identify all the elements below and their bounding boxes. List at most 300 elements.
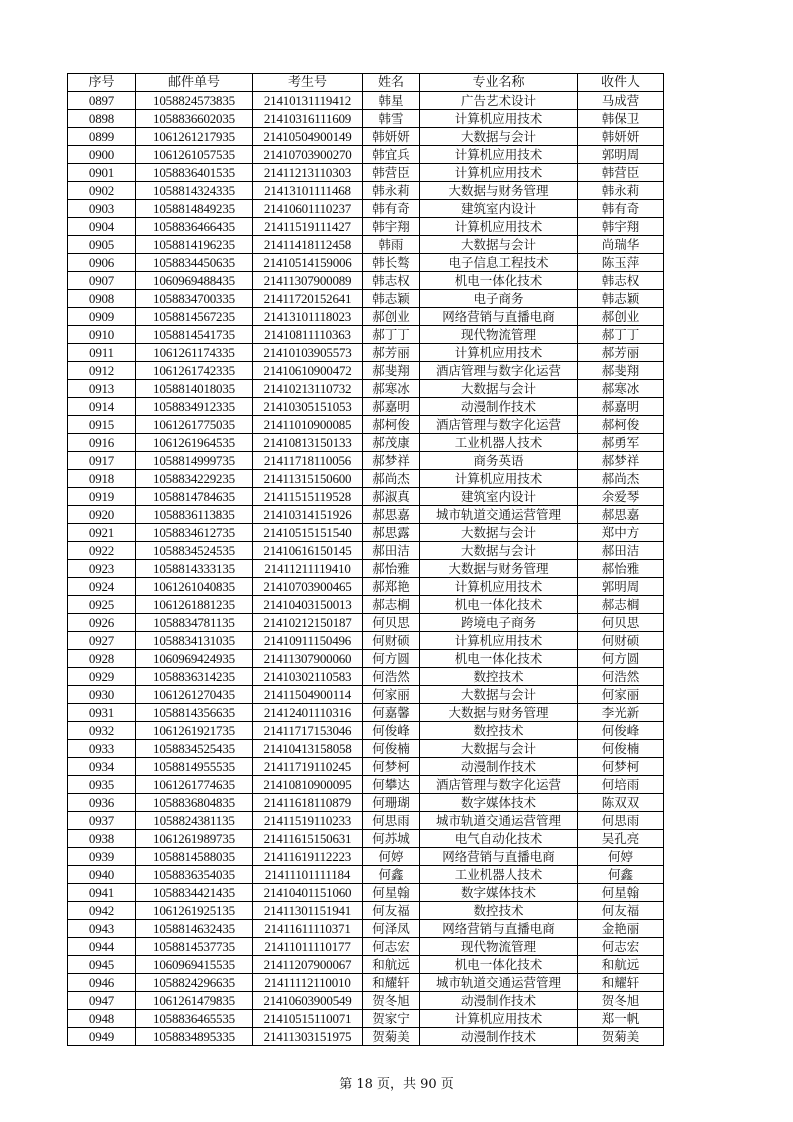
cell-name: 韩雨 — [363, 236, 420, 254]
cell-mail-tracking-no: 1058814541735 — [136, 326, 253, 344]
cell-serial-no: 0942 — [68, 902, 136, 920]
cell-recipient: 郝梦祥 — [578, 452, 664, 470]
cell-name: 何嘉馨 — [363, 704, 420, 722]
cell-serial-no: 0918 — [68, 470, 136, 488]
cell-name: 何攀达 — [363, 776, 420, 794]
cell-mail-tracking-no: 1061261925135 — [136, 902, 253, 920]
cell-recipient: 余爱琴 — [578, 488, 664, 506]
cell-mail-tracking-no: 1061261921735 — [136, 722, 253, 740]
cell-candidate-no: 21410403150013 — [253, 596, 363, 614]
table-row — [68, 326, 664, 344]
cell-candidate-no: 21410413158058 — [253, 740, 363, 758]
table-row — [68, 344, 664, 362]
cell-recipient: 何志宏 — [578, 938, 664, 956]
cell-recipient: 郝志榈 — [578, 596, 664, 614]
cell-name: 韩长骜 — [363, 254, 420, 272]
table-row — [68, 236, 664, 254]
cell-recipient: 韩志权 — [578, 272, 664, 290]
table-row — [68, 848, 664, 866]
cell-mail-tracking-no: 1058814999735 — [136, 452, 253, 470]
cell-serial-no: 0946 — [68, 974, 136, 992]
cell-recipient: 韩营臣 — [578, 164, 664, 182]
cell-serial-no: 0906 — [68, 254, 136, 272]
cell-candidate-no: 21410703900465 — [253, 578, 363, 596]
cell-name: 韩营臣 — [363, 164, 420, 182]
cell-candidate-no: 21410131119412 — [253, 92, 363, 110]
cell-name: 韩星 — [363, 92, 420, 110]
cell-candidate-no: 21410401151060 — [253, 884, 363, 902]
table-row — [68, 1010, 664, 1028]
cell-major: 大数据与会计 — [420, 740, 578, 758]
table-row — [68, 722, 664, 740]
cell-mail-tracking-no: 1058814537735 — [136, 938, 253, 956]
cell-serial-no: 0905 — [68, 236, 136, 254]
cell-mail-tracking-no: 1058836602035 — [136, 110, 253, 128]
table-row — [68, 164, 664, 182]
cell-mail-tracking-no: 1058834895335 — [136, 1028, 253, 1046]
cell-recipient: 李光新 — [578, 704, 664, 722]
cell-recipient: 郝勇军 — [578, 434, 664, 452]
cell-recipient: 和耀轩 — [578, 974, 664, 992]
cell-major: 跨境电子商务 — [420, 614, 578, 632]
cell-recipient: 韩妍妍 — [578, 128, 664, 146]
cell-serial-no: 0917 — [68, 452, 136, 470]
cell-major: 大数据与会计 — [420, 542, 578, 560]
page-number-footer: 第 18 页，共 90 页 — [339, 1077, 454, 1092]
cell-serial-no: 0945 — [68, 956, 136, 974]
cell-candidate-no: 21410212150187 — [253, 614, 363, 632]
cell-candidate-no: 21411011110177 — [253, 938, 363, 956]
cell-recipient: 郝思嘉 — [578, 506, 664, 524]
cell-serial-no: 0947 — [68, 992, 136, 1010]
cell-major: 计算机应用技术 — [420, 470, 578, 488]
table-row — [68, 830, 664, 848]
cell-mail-tracking-no: 1058814333135 — [136, 560, 253, 578]
table-row — [68, 488, 664, 506]
table-row — [68, 812, 664, 830]
cell-major: 机电一体化技术 — [420, 956, 578, 974]
cell-name: 何浩然 — [363, 668, 420, 686]
cell-name: 何鑫 — [363, 866, 420, 884]
header-mail-tracking-no: 邮件单号 — [136, 74, 253, 92]
cell-serial-no: 0930 — [68, 686, 136, 704]
cell-recipient: 何方圆 — [578, 650, 664, 668]
cell-serial-no: 0938 — [68, 830, 136, 848]
cell-name: 何梦柯 — [363, 758, 420, 776]
cell-name: 韩永莉 — [363, 182, 420, 200]
cell-recipient: 何梦柯 — [578, 758, 664, 776]
cell-candidate-no: 21411303151975 — [253, 1028, 363, 1046]
cell-candidate-no: 21411619112223 — [253, 848, 363, 866]
cell-serial-no: 0924 — [68, 578, 136, 596]
cell-major: 计算机应用技术 — [420, 344, 578, 362]
cell-major: 大数据与会计 — [420, 686, 578, 704]
cell-candidate-no: 21410603900549 — [253, 992, 363, 1010]
cell-candidate-no: 21411519111427 — [253, 218, 363, 236]
cell-serial-no: 0911 — [68, 344, 136, 362]
cell-major: 网络营销与直播电商 — [420, 308, 578, 326]
cell-name: 何珊瑚 — [363, 794, 420, 812]
cell-serial-no: 0904 — [68, 218, 136, 236]
cell-name: 韩妍妍 — [363, 128, 420, 146]
table-row — [68, 92, 664, 110]
cell-candidate-no: 21410514159006 — [253, 254, 363, 272]
cell-candidate-no: 21411519110233 — [253, 812, 363, 830]
cell-name: 贺冬旭 — [363, 992, 420, 1010]
cell-recipient: 何浩然 — [578, 668, 664, 686]
cell-candidate-no: 21410213110732 — [253, 380, 363, 398]
cell-mail-tracking-no: 1061261270435 — [136, 686, 253, 704]
cell-mail-tracking-no: 1061261775035 — [136, 416, 253, 434]
cell-mail-tracking-no: 1058824573835 — [136, 92, 253, 110]
cell-mail-tracking-no: 1058836804835 — [136, 794, 253, 812]
table-row — [68, 992, 664, 1010]
cell-major: 大数据与会计 — [420, 380, 578, 398]
cell-candidate-no: 21410616150145 — [253, 542, 363, 560]
cell-candidate-no: 21410811110363 — [253, 326, 363, 344]
cell-candidate-no: 21411010900085 — [253, 416, 363, 434]
table-row — [68, 974, 664, 992]
cell-mail-tracking-no: 1058836465535 — [136, 1010, 253, 1028]
cell-name: 韩宇翔 — [363, 218, 420, 236]
cell-mail-tracking-no: 1058836314235 — [136, 668, 253, 686]
cell-major: 现代物流管理 — [420, 326, 578, 344]
cell-major: 酒店管理与数字化运营 — [420, 416, 578, 434]
cell-recipient: 韩永莉 — [578, 182, 664, 200]
cell-major: 数控技术 — [420, 668, 578, 686]
cell-recipient: 郝芳丽 — [578, 344, 664, 362]
cell-serial-no: 0898 — [68, 110, 136, 128]
cell-candidate-no: 21411315150600 — [253, 470, 363, 488]
cell-major: 计算机应用技术 — [420, 1010, 578, 1028]
cell-name: 贺菊美 — [363, 1028, 420, 1046]
cell-candidate-no: 21410103905573 — [253, 344, 363, 362]
cell-mail-tracking-no: 1058834131035 — [136, 632, 253, 650]
cell-mail-tracking-no: 1061261217935 — [136, 128, 253, 146]
table-row — [68, 956, 664, 974]
cell-serial-no: 0901 — [68, 164, 136, 182]
cell-mail-tracking-no: 1061261057535 — [136, 146, 253, 164]
cell-mail-tracking-no: 1058834524535 — [136, 542, 253, 560]
cell-major: 数字媒体技术 — [420, 884, 578, 902]
cell-serial-no: 0908 — [68, 290, 136, 308]
cell-candidate-no: 21411101111184 — [253, 866, 363, 884]
cell-mail-tracking-no: 1058836401535 — [136, 164, 253, 182]
table-row — [68, 938, 664, 956]
cell-name: 何贝思 — [363, 614, 420, 632]
cell-major: 动漫制作技术 — [420, 1028, 578, 1046]
cell-major: 计算机应用技术 — [420, 578, 578, 596]
cell-candidate-no: 21411301151941 — [253, 902, 363, 920]
cell-recipient: 陈双双 — [578, 794, 664, 812]
cell-name: 郝郑艳 — [363, 578, 420, 596]
cell-name: 郝斐翔 — [363, 362, 420, 380]
cell-name: 郝思嘉 — [363, 506, 420, 524]
cell-major: 大数据与财务管理 — [420, 560, 578, 578]
cell-major: 计算机应用技术 — [420, 632, 578, 650]
table-row — [68, 470, 664, 488]
cell-candidate-no: 21411717153046 — [253, 722, 363, 740]
cell-candidate-no: 21411307900060 — [253, 650, 363, 668]
cell-mail-tracking-no: 1058814632435 — [136, 920, 253, 938]
cell-name: 何苏城 — [363, 830, 420, 848]
table-row — [68, 146, 664, 164]
cell-name: 郝志榈 — [363, 596, 420, 614]
table-row — [68, 650, 664, 668]
cell-candidate-no: 21411618110879 — [253, 794, 363, 812]
cell-recipient: 郑中方 — [578, 524, 664, 542]
cell-major: 电子信息工程技术 — [420, 254, 578, 272]
table-row — [68, 902, 664, 920]
cell-serial-no: 0919 — [68, 488, 136, 506]
cell-recipient: 郝丁丁 — [578, 326, 664, 344]
cell-name: 郝创业 — [363, 308, 420, 326]
cell-mail-tracking-no: 1058814784635 — [136, 488, 253, 506]
header-name: 姓名 — [363, 74, 420, 92]
cell-major: 建筑室内设计 — [420, 200, 578, 218]
table-row — [68, 1028, 664, 1046]
cell-serial-no: 0940 — [68, 866, 136, 884]
cell-recipient: 郝创业 — [578, 308, 664, 326]
cell-candidate-no: 21410610900472 — [253, 362, 363, 380]
cell-recipient: 贺菊美 — [578, 1028, 664, 1046]
cell-serial-no: 0915 — [68, 416, 136, 434]
cell-name: 贺家宁 — [363, 1010, 420, 1028]
cell-serial-no: 0921 — [68, 524, 136, 542]
cell-major: 机电一体化技术 — [420, 272, 578, 290]
cell-name: 郝思露 — [363, 524, 420, 542]
table-row — [68, 884, 664, 902]
table-row — [68, 542, 664, 560]
table-row — [68, 704, 664, 722]
cell-serial-no: 0949 — [68, 1028, 136, 1046]
cell-mail-tracking-no: 1058814324335 — [136, 182, 253, 200]
cell-candidate-no: 21410601110237 — [253, 200, 363, 218]
cell-recipient: 金艳丽 — [578, 920, 664, 938]
cell-name: 何方圆 — [363, 650, 420, 668]
table-row — [68, 632, 664, 650]
cell-major: 大数据与会计 — [420, 524, 578, 542]
cell-candidate-no: 21410302110583 — [253, 668, 363, 686]
cell-major: 动漫制作技术 — [420, 398, 578, 416]
cell-serial-no: 0934 — [68, 758, 136, 776]
cell-name: 郝怡雅 — [363, 560, 420, 578]
cell-major: 网络营销与直播电商 — [420, 848, 578, 866]
cell-name: 何志宏 — [363, 938, 420, 956]
cell-candidate-no: 21410911150496 — [253, 632, 363, 650]
cell-name: 何婷 — [363, 848, 420, 866]
cell-major: 广告艺术设计 — [420, 92, 578, 110]
table-row — [68, 128, 664, 146]
cell-recipient: 郭明周 — [578, 146, 664, 164]
cell-recipient: 郝斐翔 — [578, 362, 664, 380]
cell-serial-no: 0931 — [68, 704, 136, 722]
cell-mail-tracking-no: 1061261774635 — [136, 776, 253, 794]
cell-serial-no: 0910 — [68, 326, 136, 344]
cell-mail-tracking-no: 1058814588035 — [136, 848, 253, 866]
cell-serial-no: 0907 — [68, 272, 136, 290]
cell-candidate-no: 21411718110056 — [253, 452, 363, 470]
cell-candidate-no: 21411720152641 — [253, 290, 363, 308]
cell-major: 机电一体化技术 — [420, 596, 578, 614]
cell-recipient: 何俊峰 — [578, 722, 664, 740]
cell-name: 何财硕 — [363, 632, 420, 650]
cell-name: 郝丁丁 — [363, 326, 420, 344]
cell-name: 韩有奇 — [363, 200, 420, 218]
cell-recipient: 吴孔亮 — [578, 830, 664, 848]
cell-recipient: 和航远 — [578, 956, 664, 974]
cell-recipient: 何家丽 — [578, 686, 664, 704]
cell-mail-tracking-no: 1058834450635 — [136, 254, 253, 272]
cell-major: 网络营销与直播电商 — [420, 920, 578, 938]
cell-serial-no: 0933 — [68, 740, 136, 758]
cell-candidate-no: 21411515119528 — [253, 488, 363, 506]
cell-serial-no: 0922 — [68, 542, 136, 560]
cell-name: 何泽凤 — [363, 920, 420, 938]
cell-serial-no: 0932 — [68, 722, 136, 740]
cell-major: 大数据与会计 — [420, 236, 578, 254]
cell-major: 动漫制作技术 — [420, 758, 578, 776]
cell-major: 机电一体化技术 — [420, 650, 578, 668]
cell-name: 和航远 — [363, 956, 420, 974]
cell-candidate-no: 21411719110245 — [253, 758, 363, 776]
cell-mail-tracking-no: 1058834912335 — [136, 398, 253, 416]
cell-serial-no: 0935 — [68, 776, 136, 794]
mail-tracking-table — [67, 73, 664, 1046]
table-row — [68, 290, 664, 308]
cell-serial-no: 0897 — [68, 92, 136, 110]
cell-major: 城市轨道交通运营管理 — [420, 974, 578, 992]
cell-mail-tracking-no: 1058834421435 — [136, 884, 253, 902]
cell-mail-tracking-no: 1058814356635 — [136, 704, 253, 722]
cell-candidate-no: 21410504900149 — [253, 128, 363, 146]
table-row — [68, 758, 664, 776]
cell-name: 何思雨 — [363, 812, 420, 830]
cell-mail-tracking-no: 1061261989735 — [136, 830, 253, 848]
cell-name: 郝尚杰 — [363, 470, 420, 488]
cell-recipient: 陈玉萍 — [578, 254, 664, 272]
cell-major: 商务英语 — [420, 452, 578, 470]
table-row — [68, 524, 664, 542]
cell-major: 建筑室内设计 — [420, 488, 578, 506]
cell-recipient: 何思雨 — [578, 812, 664, 830]
cell-serial-no: 0900 — [68, 146, 136, 164]
cell-recipient: 何鑫 — [578, 866, 664, 884]
cell-name: 和耀轩 — [363, 974, 420, 992]
cell-recipient: 郝田洁 — [578, 542, 664, 560]
cell-candidate-no: 21411112110010 — [253, 974, 363, 992]
table-row — [68, 596, 664, 614]
cell-recipient: 何培雨 — [578, 776, 664, 794]
table-row — [68, 254, 664, 272]
cell-serial-no: 0944 — [68, 938, 136, 956]
cell-mail-tracking-no: 1061261479835 — [136, 992, 253, 1010]
table-row — [68, 416, 664, 434]
table-row — [68, 308, 664, 326]
cell-candidate-no: 21413101118023 — [253, 308, 363, 326]
cell-mail-tracking-no: 1058814567235 — [136, 308, 253, 326]
cell-candidate-no: 21411418112458 — [253, 236, 363, 254]
cell-serial-no: 0913 — [68, 380, 136, 398]
cell-mail-tracking-no: 1058836354035 — [136, 866, 253, 884]
cell-mail-tracking-no: 1061261040835 — [136, 578, 253, 596]
table-row — [68, 506, 664, 524]
cell-mail-tracking-no: 1060969424935 — [136, 650, 253, 668]
cell-candidate-no: 21410316111609 — [253, 110, 363, 128]
cell-serial-no: 0937 — [68, 812, 136, 830]
cell-candidate-no: 21412401110316 — [253, 704, 363, 722]
table-row — [68, 200, 664, 218]
cell-candidate-no: 21411307900089 — [253, 272, 363, 290]
cell-major: 计算机应用技术 — [420, 164, 578, 182]
cell-name: 郝茂康 — [363, 434, 420, 452]
cell-major: 现代物流管理 — [420, 938, 578, 956]
cell-recipient: 尚瑞华 — [578, 236, 664, 254]
cell-recipient: 郑一帆 — [578, 1010, 664, 1028]
cell-mail-tracking-no: 1058814955535 — [136, 758, 253, 776]
cell-mail-tracking-no: 1058834525435 — [136, 740, 253, 758]
cell-serial-no: 0941 — [68, 884, 136, 902]
cell-mail-tracking-no: 1061261742335 — [136, 362, 253, 380]
cell-recipient: 贺冬旭 — [578, 992, 664, 1010]
cell-recipient: 郝尚杰 — [578, 470, 664, 488]
cell-recipient: 何俊楠 — [578, 740, 664, 758]
cell-serial-no: 0948 — [68, 1010, 136, 1028]
table-row — [68, 218, 664, 236]
cell-major: 城市轨道交通运营管理 — [420, 506, 578, 524]
cell-serial-no: 0909 — [68, 308, 136, 326]
table-row — [68, 668, 664, 686]
cell-major: 数控技术 — [420, 902, 578, 920]
cell-serial-no: 0920 — [68, 506, 136, 524]
cell-major: 酒店管理与数字化运营 — [420, 362, 578, 380]
cell-mail-tracking-no: 1058814018035 — [136, 380, 253, 398]
cell-major: 计算机应用技术 — [420, 110, 578, 128]
cell-serial-no: 0926 — [68, 614, 136, 632]
cell-serial-no: 0939 — [68, 848, 136, 866]
cell-candidate-no: 21411211119410 — [253, 560, 363, 578]
cell-candidate-no: 21411213110303 — [253, 164, 363, 182]
table-row — [68, 578, 664, 596]
cell-serial-no: 0936 — [68, 794, 136, 812]
cell-major: 电气自动化技术 — [420, 830, 578, 848]
cell-name: 郝淑真 — [363, 488, 420, 506]
cell-candidate-no: 21410515110071 — [253, 1010, 363, 1028]
header-serial-no: 序号 — [68, 74, 136, 92]
cell-name: 郝田洁 — [363, 542, 420, 560]
table-row — [68, 272, 664, 290]
cell-serial-no: 0912 — [68, 362, 136, 380]
cell-major: 工业机器人技术 — [420, 866, 578, 884]
table-row — [68, 560, 664, 578]
table-row — [68, 434, 664, 452]
cell-mail-tracking-no: 1060969488435 — [136, 272, 253, 290]
cell-recipient: 何友福 — [578, 902, 664, 920]
cell-mail-tracking-no: 1058834612735 — [136, 524, 253, 542]
header-major: 专业名称 — [420, 74, 578, 92]
cell-recipient: 郝柯俊 — [578, 416, 664, 434]
cell-name: 何家丽 — [363, 686, 420, 704]
cell-major: 计算机应用技术 — [420, 218, 578, 236]
cell-name: 郝嘉明 — [363, 398, 420, 416]
cell-recipient: 何婷 — [578, 848, 664, 866]
table-row — [68, 794, 664, 812]
cell-name: 何星翰 — [363, 884, 420, 902]
cell-mail-tracking-no: 1058814196235 — [136, 236, 253, 254]
cell-mail-tracking-no: 1061261881235 — [136, 596, 253, 614]
cell-major: 电子商务 — [420, 290, 578, 308]
table-row — [68, 686, 664, 704]
